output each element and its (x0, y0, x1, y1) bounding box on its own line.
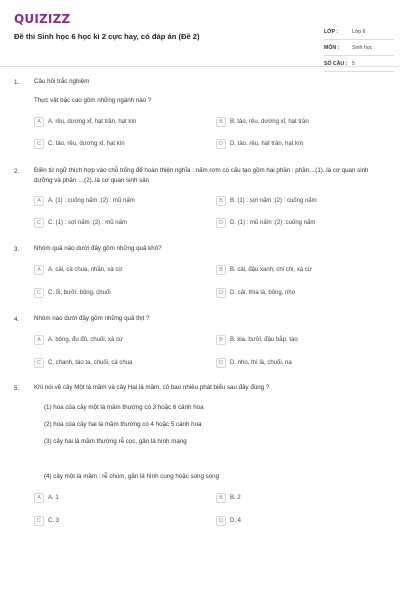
option-text: D. 4 (230, 518, 242, 524)
option-text: C. 3 (48, 518, 60, 524)
option-d[interactable] (216, 356, 292, 370)
meta-row-grade (324, 24, 394, 40)
option-letter: B (216, 117, 226, 127)
option-letter: C (34, 139, 44, 149)
option-c[interactable] (34, 137, 125, 151)
option-letter: B (216, 493, 226, 503)
option-c[interactable] (34, 514, 59, 528)
option-letter: D (216, 139, 226, 149)
question-text: Điền từ ngữ thích hợp vào chỗ trống để hoàn thiện nghĩa : nấm rơm có cấu tạo gồm hai phần : phần…(1)..là cơ quan sinh dưỡng và phần …(2)..là cơ quan sinh sản (34, 167, 369, 184)
option-text: C. tảo, rêu, dương xỉ, hạt kín (48, 141, 125, 147)
question-text: Nhóm nào dưới đây gồm những quả thịt ? (34, 315, 150, 322)
option-letter: B (216, 196, 226, 206)
statement-1: (1) hoa của cây một lá mầm thường có 3 hoặc 6 cánh hoa (44, 404, 204, 411)
option-letter: B (216, 265, 226, 275)
option-text: B. 2 (230, 495, 241, 501)
question-number: 4. (14, 316, 20, 323)
option-letter: D (216, 358, 226, 368)
question-number: 5. (14, 385, 20, 392)
meta-label: SỐ CÂU : (324, 60, 348, 67)
statement-3: (3) cây hai lá mầm thường rễ cọc, gân lá hình mạng (44, 438, 187, 445)
meta-value: Lớp 6 (352, 28, 366, 35)
question-subtext: Thực vật bậc cao gồm những ngành nào ? (34, 97, 152, 104)
option-letter: C (34, 358, 44, 368)
option-text: A. cải, cà chua, nhãn, xà cừ (48, 267, 123, 273)
option-a[interactable] (34, 333, 123, 347)
option-d[interactable] (216, 514, 241, 528)
question-number: 2. (14, 168, 20, 175)
option-b[interactable] (216, 263, 312, 277)
option-text: B. cải, đậu xanh, chi chi, xà cừ (230, 267, 312, 273)
question-text: Nhóm quả nào dưới đây gồm những quả khô? (34, 245, 162, 252)
meta-row-subject (324, 40, 394, 56)
quizizz-logo: QUIZIZZ (14, 12, 71, 26)
option-d[interactable] (216, 137, 303, 151)
meta-label: MÔN : (324, 44, 340, 51)
option-d[interactable] (216, 286, 295, 300)
option-text: D. (1) : mũ nấm ;(2) :cuống nấm (230, 220, 316, 226)
option-text: A. (1) : cuống nấm ;(2) : mũ nấm (48, 198, 135, 204)
meta-value: Sinh học (352, 44, 373, 51)
option-text: D. nho, thì là, chuối, na (230, 360, 292, 366)
option-letter: C (34, 218, 44, 228)
option-letter: A (34, 493, 44, 503)
option-b[interactable] (216, 194, 317, 208)
option-text: A. bông, đu đủ, chuối, xà cừ (48, 337, 124, 343)
statement-2: (2) hoa của cây hai lá mầm thường có 4 hoặc 5 cánh hoa (44, 421, 202, 428)
option-text: A. 1 (48, 495, 59, 501)
option-c[interactable] (34, 216, 127, 230)
option-letter: A (34, 196, 44, 206)
question-text: Câu hỏi trắc nghiệm (34, 78, 90, 85)
option-c[interactable] (34, 356, 132, 370)
question-text: Khi nói về cây Một lá mầm và cây Hai lá mầm, có bao nhiêu phát biểu sau đây đúng ? (34, 384, 270, 391)
option-b[interactable] (216, 115, 309, 129)
document-title: Đề thi Sinh học 6 học kì 2 cực hay, có đáp án (Đề 2) (14, 32, 200, 41)
option-text: B. kia, bưởi, đậu bắp, táo (230, 337, 298, 343)
option-b[interactable] (216, 491, 241, 505)
question-number: 3. (14, 246, 20, 253)
option-a[interactable] (34, 115, 136, 129)
option-text: B. (1) : sợi nấm ;(2) : cuống nấm (230, 198, 317, 204)
question-number: 1. (14, 79, 20, 86)
option-d[interactable] (216, 216, 315, 230)
option-text: D. cải, thìa là, bông, nho (230, 290, 296, 296)
meta-row-count (324, 56, 394, 72)
option-letter: A (34, 335, 44, 345)
option-letter: C (34, 288, 44, 298)
option-letter: D (216, 516, 226, 526)
option-a[interactable] (34, 491, 59, 505)
meta-value: 5 (352, 60, 355, 67)
option-text: B. tảo, rêu, dương xỉ, hạt trần (230, 119, 309, 125)
header-divider (0, 66, 400, 67)
option-text: D. tảo, rêu, hạt trần, hạt kín (230, 141, 304, 147)
option-letter: A (34, 117, 44, 127)
statement-4: (4) cây một lá mầm : rễ chùm, gân lá hình cung hoặc song song (44, 473, 220, 480)
option-c[interactable] (34, 286, 111, 300)
option-b[interactable] (216, 333, 298, 347)
option-text: C. chanh, táo ta, chuối, cà chua (48, 360, 133, 366)
option-text: C. (1) : sợi nấm ;(2) : mũ nấm (48, 220, 127, 226)
option-letter: C (34, 516, 44, 526)
meta-label: LỚP : (324, 28, 339, 35)
meta-table (324, 24, 394, 72)
option-letter: A (34, 265, 44, 275)
option-text: A. rêu, dương xỉ, hạt trần, hạt kín (48, 119, 137, 125)
option-text: C. ổi, bưởi, bông, chuối (48, 290, 111, 296)
option-a[interactable] (34, 194, 135, 208)
option-letter: D (216, 218, 226, 228)
option-letter: D (216, 288, 226, 298)
option-a[interactable] (34, 263, 122, 277)
option-letter: B (216, 335, 226, 345)
